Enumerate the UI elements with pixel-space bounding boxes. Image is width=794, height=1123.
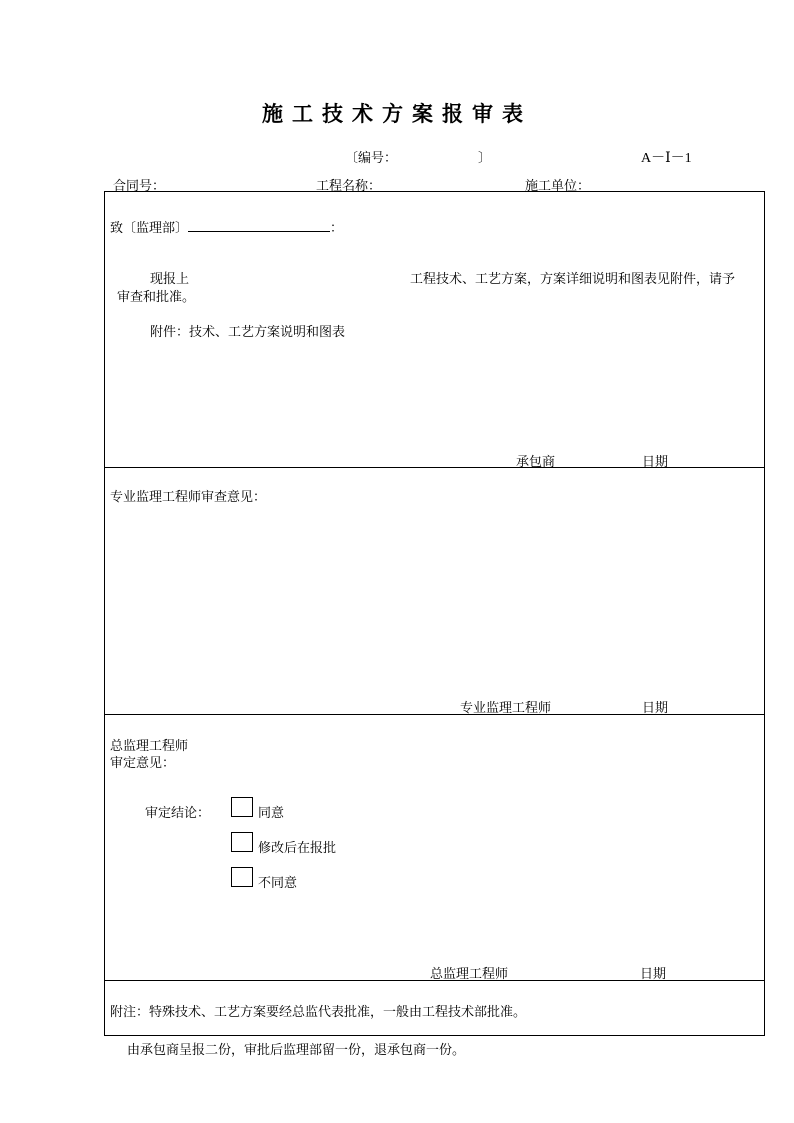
addressee-line bbox=[110, 217, 343, 236]
project-name-label: 工程名称： bbox=[316, 179, 382, 194]
chief-heading-line2: 审定意见： bbox=[110, 756, 176, 771]
option-approve: 同意 bbox=[258, 806, 285, 821]
report-text-line2: 审查和批准。 bbox=[117, 290, 196, 305]
serial-number-label: 〔编号： bbox=[345, 151, 398, 166]
serial-number-close: 〕 bbox=[478, 151, 492, 166]
note-line2: 由承包商呈报二份，审批后监理部留一份，退承包商一份。 bbox=[127, 1043, 466, 1058]
construction-unit-label: 施工单位： bbox=[525, 179, 591, 194]
specialist-opinion-label: 专业监理工程师审查意见： bbox=[110, 490, 267, 505]
reject-checkbox[interactable] bbox=[231, 867, 253, 887]
chief-date-label: 日期 bbox=[640, 967, 667, 982]
form-code: A－Ⅰ－1 bbox=[641, 151, 692, 166]
revise-resubmit-checkbox[interactable] bbox=[231, 832, 253, 852]
form-table bbox=[104, 191, 765, 1036]
report-prefix: 现报上 bbox=[150, 272, 190, 287]
specialist-signer-label: 专业监理工程师 bbox=[460, 701, 552, 716]
note-line1: 附注：特殊技术、工艺方案要经总监代表批准，一般由工程技术部批准。 bbox=[110, 1005, 527, 1020]
addressee-suffix: ： bbox=[330, 221, 344, 236]
specialist-date-label: 日期 bbox=[642, 701, 669, 716]
addressee-prefix: 致〔监理部〕 bbox=[110, 221, 189, 236]
addressee-blank[interactable] bbox=[188, 219, 330, 232]
chief-signer-label: 总监理工程师 bbox=[430, 967, 509, 982]
contractor-signer-label: 承包商 bbox=[516, 455, 556, 470]
chief-heading-line1: 总监理工程师 bbox=[110, 739, 189, 754]
report-text-line1: 工程技术、工艺方案，方案详细说明和图表见附件，请予 bbox=[410, 272, 736, 287]
option-reject: 不同意 bbox=[258, 876, 298, 891]
attachment-text: 附件：技术、工艺方案说明和图表 bbox=[150, 325, 346, 340]
option-revise-resubmit: 修改后在报批 bbox=[258, 841, 337, 856]
page-title: 施工技术方案报审表 bbox=[262, 101, 532, 126]
contract-no-label: 合同号： bbox=[113, 179, 166, 194]
approve-checkbox[interactable] bbox=[231, 797, 253, 817]
contractor-date-label: 日期 bbox=[642, 455, 669, 470]
conclusion-label: 审定结论： bbox=[145, 806, 211, 821]
